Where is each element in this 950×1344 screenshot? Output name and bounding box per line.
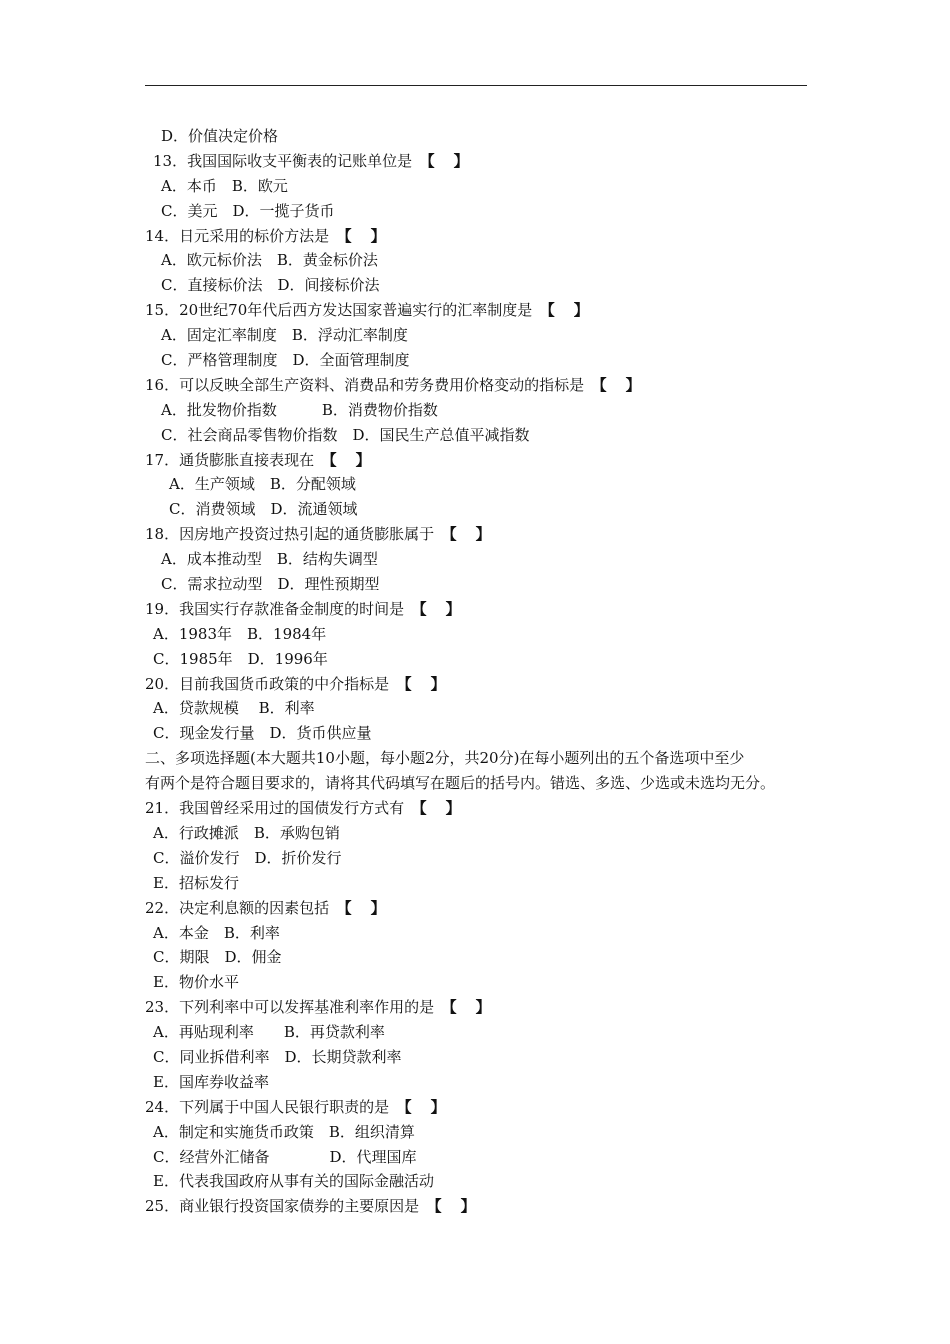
- answer-bracket: 【 】: [344, 898, 388, 917]
- text-line: [145, 1070, 825, 1095]
- line-text: C．现金发行量 D．货币供应量: [153, 724, 372, 743]
- line-text: 二、多项选择题(本大题共10小题，每小题2分，共20分)在每小题列出的五个备选项中至少: [145, 749, 745, 768]
- question-line: [145, 373, 825, 398]
- line-text: C．溢价发行 D．折价发行: [153, 848, 342, 867]
- text-line: [145, 423, 825, 448]
- text-line: [145, 771, 825, 796]
- line-text: 有两个是符合题目要求的，请将其代码填写在题后的括号内。错选、多选、少选或未选均无分。: [145, 774, 776, 793]
- line-text: 17．通货膨胀直接表现在: [145, 450, 330, 469]
- answer-bracket: 【 】: [449, 525, 493, 544]
- text-line: [145, 248, 825, 273]
- text-line: [145, 871, 825, 896]
- text-line: [145, 547, 825, 572]
- line-text: C．美元 D．一揽子货币: [161, 201, 335, 220]
- line-text: 25．商业银行投资国家债券的主要原因是: [145, 1197, 435, 1216]
- line-text: C．期限 D．佣金: [153, 948, 282, 967]
- line-text: D．价值决定价格: [161, 127, 279, 145]
- answer-bracket: 【 】: [404, 674, 448, 693]
- question-line: [145, 896, 825, 921]
- question-line: [145, 522, 825, 547]
- text-line: [145, 647, 825, 672]
- header-rule: [145, 85, 807, 86]
- text-line: [145, 945, 825, 970]
- line-text: C．需求拉动型 D．理性预期型: [161, 575, 380, 594]
- line-text: A．贷款规模 B．利率: [153, 699, 315, 718]
- line-text: A．1983年 B．1984年: [153, 624, 327, 643]
- question-line: [145, 224, 825, 249]
- text-line: [145, 572, 825, 597]
- question-line: [145, 1095, 825, 1120]
- text-line: [145, 497, 825, 522]
- line-text: C．经营外汇储备 D．代理国库: [153, 1147, 417, 1166]
- answer-bracket: 【 】: [547, 301, 591, 320]
- line-text: 24．下列属于中国人民银行职责的是: [145, 1097, 405, 1116]
- question-line: [145, 149, 825, 174]
- text-line: [145, 124, 825, 149]
- text-line: [145, 1020, 825, 1045]
- answer-bracket: 【 】: [344, 226, 388, 245]
- text-line: [145, 1045, 825, 1070]
- line-text: 21．我国曾经采用过的国债发行方式有: [145, 799, 420, 818]
- question-line: [145, 448, 825, 473]
- line-text: A．再贴现利率 B．再贷款利率: [153, 1023, 385, 1042]
- line-text: C．严格管理制度 D．全面管理制度: [161, 351, 410, 370]
- text-line: [145, 174, 825, 199]
- line-text: 14．日元采用的标价方法是: [145, 226, 345, 245]
- text-line: [145, 846, 825, 871]
- text-line: [145, 1120, 825, 1145]
- line-text: 18．因房地产投资过热引起的通货膨胀属于: [145, 525, 450, 544]
- answer-bracket: 【 】: [434, 1197, 478, 1216]
- text-line: [145, 1169, 825, 1194]
- question-list: [145, 124, 825, 1219]
- line-text: A．批发物价指数 B．消费物价指数: [161, 400, 438, 419]
- line-text: 16．可以反映全部生产资料、消费品和劳务费用价格变动的指标是: [145, 375, 600, 394]
- answer-bracket: 【 】: [419, 799, 463, 818]
- text-line: [145, 472, 825, 497]
- line-text: A．成本推动型 B．结构失调型: [161, 550, 378, 569]
- question-line: [145, 298, 825, 323]
- text-line: [145, 721, 825, 746]
- answer-bracket: 【 】: [449, 998, 493, 1017]
- question-line: [145, 796, 825, 821]
- text-line: [145, 696, 825, 721]
- question-line: [145, 672, 825, 697]
- question-line: [145, 597, 825, 622]
- line-text: 22．决定利息额的因素包括: [145, 898, 345, 917]
- answer-bracket: 【 】: [427, 151, 471, 170]
- answer-bracket: 【 】: [404, 1097, 448, 1116]
- line-text: A．制定和实施货币政策 B．组织清算: [153, 1122, 415, 1141]
- line-text: A．本金 B．利率: [153, 923, 280, 942]
- text-line: [145, 323, 825, 348]
- text-line: [145, 199, 825, 224]
- question-line: [145, 995, 825, 1020]
- text-line: [145, 821, 825, 846]
- answer-bracket: 【 】: [329, 450, 373, 469]
- line-text: 13．我国国际收支平衡表的记账单位是: [153, 151, 428, 170]
- line-text: C．社会商品零售物价指数 D．国民生产总值平减指数: [161, 425, 530, 444]
- answer-bracket: 【 】: [599, 375, 643, 394]
- text-line: [145, 1145, 825, 1170]
- text-line: [145, 746, 825, 771]
- line-text: A．生产领域 B．分配领域: [169, 475, 356, 494]
- line-text: E．代表我国政府从事有关的国际金融活动: [153, 1172, 434, 1191]
- answer-bracket: 【 】: [419, 599, 463, 618]
- line-text: C．直接标价法 D．间接标价法: [161, 276, 380, 295]
- line-text: 20．目前我国货币政策的中介指标是: [145, 674, 405, 693]
- text-line: [145, 622, 825, 647]
- line-text: A．本币 B．欧元: [161, 176, 288, 195]
- text-line: [145, 273, 825, 298]
- line-text: 19．我国实行存款准备金制度的时间是: [145, 599, 420, 618]
- line-text: A．行政摊派 B．承购包销: [153, 823, 340, 842]
- text-line: [145, 348, 825, 373]
- text-line: [145, 921, 825, 946]
- line-text: A．固定汇率制度 B．浮动汇率制度: [161, 326, 408, 345]
- question-line: [145, 1194, 825, 1219]
- line-text: 23．下列利率中可以发挥基准利率作用的是: [145, 998, 450, 1017]
- line-text: E．国库券收益率: [153, 1072, 269, 1091]
- text-line: [145, 970, 825, 995]
- line-text: E．招标发行: [153, 873, 239, 892]
- line-text: C．消费领域 D．流通领域: [169, 500, 358, 519]
- text-line: [145, 398, 825, 423]
- line-text: E．物价水平: [153, 973, 239, 992]
- line-text: 15．20世纪70年代后西方发达国家普遍实行的汇率制度是: [145, 301, 548, 320]
- line-text: C．1985年 D．1996年: [153, 649, 328, 668]
- line-text: C．同业拆借利率 D．长期贷款利率: [153, 1047, 402, 1066]
- line-text: A．欧元标价法 B．黄金标价法: [161, 251, 378, 270]
